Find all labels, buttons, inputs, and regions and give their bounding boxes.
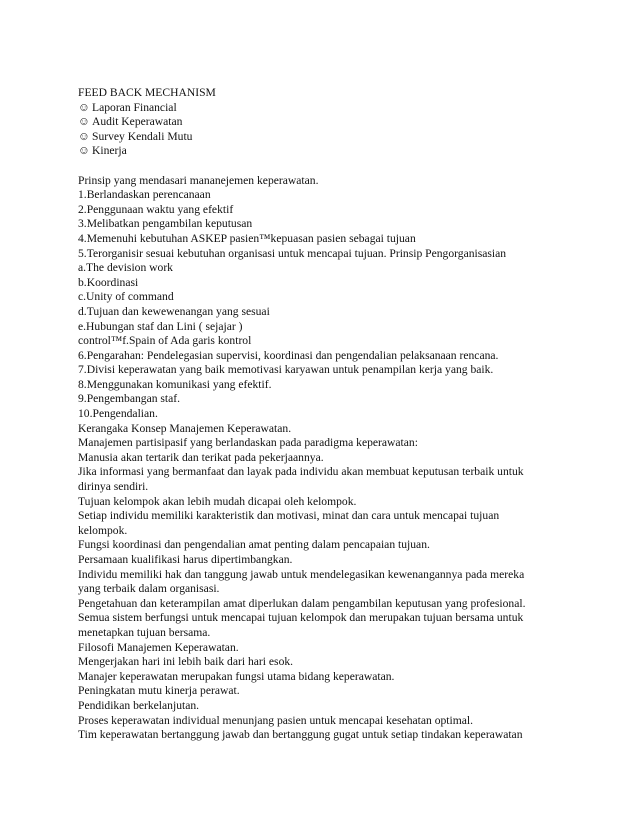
- smiley-icon: ☺: [78, 129, 90, 143]
- text-line: b.Koordinasi: [78, 275, 139, 289]
- document-body: [78, 86, 556, 743]
- text-line: Setiap individu memiliki karakteristik dan motivasi, minat dan cara untuk mencapai tujuan: [78, 509, 500, 523]
- feedback-item-label: Kinerja: [92, 144, 127, 158]
- text-line: Individu memiliki hak dan tanggung jawab untuk mendelegasikan kewenangannya pada mereka: [78, 567, 525, 581]
- text-line: Manusia akan tertarik dan terikat pada pekerjaannya.: [78, 450, 324, 464]
- text-line: Pendidikan berkelanjutan.: [78, 698, 200, 712]
- text-line: Jika informasi yang bermanfaat dan layak pada individu akan membuat keputusan terbaik untuk: [78, 465, 524, 479]
- smiley-icon: ☺: [78, 115, 90, 129]
- text-line: 3.Melibatkan pengambilan keputusan: [78, 217, 253, 231]
- text-line: dirinya sendiri.: [78, 480, 149, 494]
- text-line: d.Tujuan dan kewewenangan yang sesuai: [78, 304, 270, 318]
- paragraph-gap: [78, 159, 556, 174]
- text-line: Mengerjakan hari ini lebih baik dari hari esok.: [78, 655, 294, 669]
- text-line: 8.Menggunakan komunikasi yang efektif.: [78, 377, 272, 391]
- text-line: yang terbaik dalam organisasi.: [78, 582, 220, 596]
- text-line: 10.Pengendalian.: [78, 407, 158, 421]
- text-line: Persamaan kualifikasi harus dipertimbangkan.: [78, 553, 293, 566]
- text-line: Semua sistem berfungsi untuk mencapai tujuan kelompok dan merupakan tujuan bersama untuk: [78, 611, 524, 625]
- text-line: 2.Penggunaan waktu yang efektif: [78, 202, 234, 216]
- feedback-item-label: Audit Keperawatan: [92, 115, 183, 129]
- feedback-item: [78, 101, 556, 116]
- text-line: Filosofi Manajemen Keperawatan.: [78, 640, 239, 654]
- smiley-icon: ☺: [78, 144, 90, 158]
- feedback-item: [78, 115, 556, 130]
- text-lines: [78, 174, 556, 743]
- text-line: menetapkan tujuan bersama.: [78, 625, 211, 639]
- text-line: Proses keperawatan individual menunjang pasien untuk mencapai kesehatan optimal.: [78, 713, 474, 727]
- heading: FEED BACK MECHANISM: [78, 86, 216, 99]
- text-line: e.Hubungan staf dan Lini ( sejajar ): [78, 319, 243, 333]
- text-line: Pengetahuan dan keterampilan amat diperlukan dalam pengambilan keputusan yang profesional.: [78, 596, 526, 610]
- text-line: 1.Berlandaskan perencanaan: [78, 188, 211, 202]
- text-line: 7.Divisi keperawatan yang baik memotivasi karyawan untuk penampilan kerja yang baik.: [78, 363, 494, 377]
- text-line: 6.Pengarahan: Pendelegasian supervisi, koordinasi dan pengendalian pelaksanaan rencana.: [78, 348, 499, 362]
- text-line: Tujuan kelompok akan lebih mudah dicapai oleh kelompok.: [78, 494, 357, 508]
- text-line: a.The devision work: [78, 261, 173, 275]
- text-line: Manajemen partisipasif yang berlandaskan pada paradigma keperawatan:: [78, 436, 418, 450]
- text-line: Prinsip yang mendasari mananejemen keperawatan.: [78, 173, 319, 187]
- text-line: Peningkatan mutu kinerja perawat.: [78, 684, 240, 698]
- feedback-item-label: Laporan Financial: [92, 100, 177, 114]
- text-line: Fungsi koordinasi dan pengendalian amat penting dalam pencapaian tujuan.: [78, 538, 430, 552]
- feedback-item-label: Survey Kendali Mutu: [92, 129, 193, 143]
- text-line: c.Unity of command: [78, 290, 174, 304]
- text-line: control™f.Spain of Ada garis kontrol: [78, 334, 252, 348]
- smiley-icon: ☺: [78, 100, 90, 114]
- feedback-item: [78, 144, 556, 159]
- text-line: 5.Terorganisir sesuai kebutuhan organisasi untuk mencapai tujuan. Prinsip Pengorganisasian: [78, 246, 507, 260]
- text-line: Kerangaka Konsep Manajemen Keperawatan.: [78, 421, 292, 435]
- text-line: 4.Memenuhi kebutuhan ASKEP pasien™kepuasan pasien sebagai tujuan: [78, 231, 416, 245]
- text-line: 9.Pengembangan staf.: [78, 392, 181, 406]
- text-line: Tim keperawatan bertanggung jawab dan bertanggung gugat untuk setiap tindakan keperawatan: [78, 728, 523, 742]
- text-line: Manajer keperawatan merupakan fungsi utama bidang keperawatan.: [78, 669, 395, 683]
- feedback-item: [78, 130, 556, 145]
- text-line: kelompok.: [78, 523, 128, 537]
